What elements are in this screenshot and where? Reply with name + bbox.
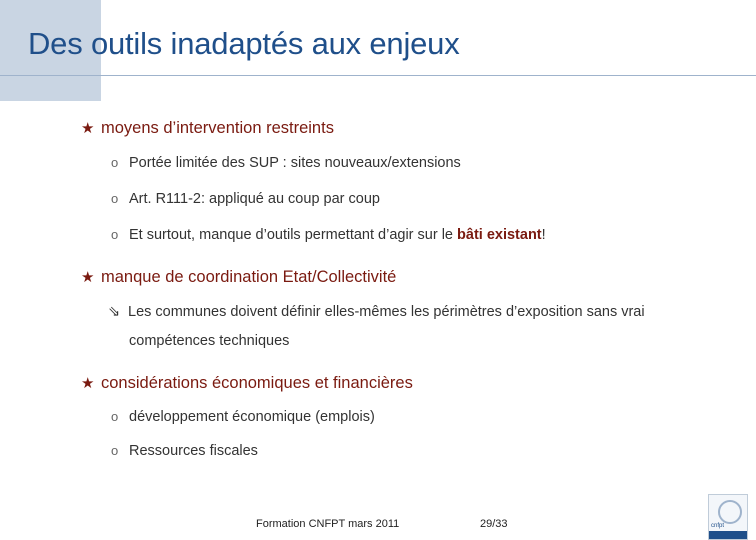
list-item: o Ressources fiscales	[111, 443, 258, 459]
page-number: 29/33	[480, 518, 508, 530]
arrow-item-continuation: compétences techniques	[129, 333, 290, 349]
circle-bullet-icon: o	[111, 191, 119, 206]
list-item: o Portée limitée des SUP : sites nouveaux/extensions	[111, 155, 461, 171]
star-bullet-icon: ★	[81, 375, 95, 392]
circle-bullet-icon: o	[111, 155, 119, 170]
arrow-icon: ⇘	[108, 304, 121, 320]
logo-mark-icon	[718, 500, 742, 524]
circle-bullet-icon: o	[111, 227, 119, 242]
circle-bullet-icon: o	[111, 409, 119, 424]
logo-band	[709, 531, 747, 539]
list-item: o Art. R111-2: appliqué au coup par coup	[111, 191, 380, 207]
list-item: o développement économique (emplois)	[111, 409, 375, 425]
footer-label: Formation CNFPT mars 2011	[256, 518, 400, 530]
section-heading-3: ★ considérations économiques et financières	[81, 374, 413, 392]
arrow-item: ⇘ Les communes doivent définir elles-mêmes les périmètres d’exposition sans vrai	[108, 304, 645, 320]
slide-title: Des outils inadaptés aux enjeux	[28, 26, 460, 61]
logo-text: cnfpt	[711, 523, 725, 529]
accent-text: bâti existant	[457, 227, 542, 243]
star-bullet-icon: ★	[81, 269, 95, 286]
section-heading-1: ★ moyens d’intervention restreints	[81, 119, 334, 137]
section-heading-2: ★ manque de coordination Etat/Collectivité	[81, 268, 397, 286]
title-underline	[0, 75, 756, 76]
circle-bullet-icon: o	[111, 443, 119, 458]
cnfpt-logo	[708, 494, 748, 540]
star-bullet-icon: ★	[81, 120, 95, 137]
list-item: o Et surtout, manque d’outils permettant d’agir sur le bâti existant!	[111, 227, 546, 243]
